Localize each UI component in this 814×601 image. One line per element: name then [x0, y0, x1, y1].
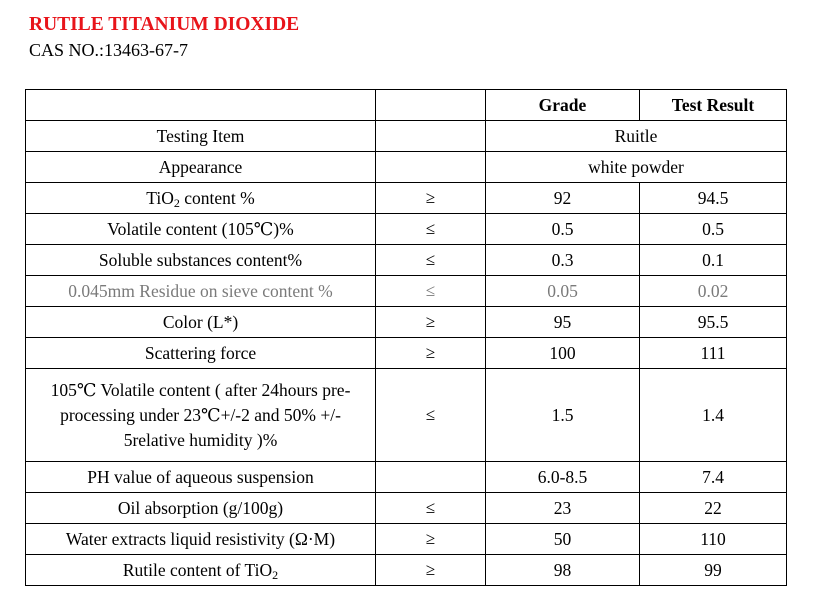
item-cell: Oil absorption (g/100g) — [26, 493, 376, 524]
symbol-cell: ≥ — [376, 338, 486, 369]
table-row — [26, 338, 787, 369]
item-cell — [26, 183, 376, 214]
header-cell-symbol — [376, 90, 486, 121]
merged-value-cell: white powder — [486, 152, 787, 183]
symbol-cell: ≥ — [376, 555, 486, 586]
grade-cell: 6.0-8.5 — [486, 462, 640, 493]
result-cell: 0.02 — [640, 276, 787, 307]
result-cell: 99 — [640, 555, 787, 586]
grade-cell: 92 — [486, 183, 640, 214]
item-suffix: content % — [179, 188, 255, 208]
symbol-cell: ≤ — [376, 276, 486, 307]
grade-cell: 50 — [486, 524, 640, 555]
result-cell: 7.4 — [640, 462, 787, 493]
table-row — [26, 369, 787, 462]
subscript: 2 — [173, 196, 180, 210]
table-header-row — [26, 90, 787, 121]
symbol-cell: ≥ — [376, 524, 486, 555]
header-cell-test-result: Test Result — [640, 90, 787, 121]
subscript: 2 — [272, 568, 279, 582]
table-row — [26, 214, 787, 245]
table-row — [26, 555, 787, 586]
table-row — [26, 493, 787, 524]
item-cell: Scattering force — [26, 338, 376, 369]
item-cell: 0.045mm Residue on sieve content % — [26, 276, 376, 307]
result-cell: 1.4 — [640, 369, 787, 462]
merged-value-cell: Ruitle — [486, 121, 787, 152]
result-cell: 0.1 — [640, 245, 787, 276]
table-row — [26, 462, 787, 493]
header-cell-item — [26, 90, 376, 121]
header-cell-grade: Grade — [486, 90, 640, 121]
symbol-cell: ≤ — [376, 369, 486, 462]
symbol-cell: ≤ — [376, 214, 486, 245]
item-cell — [26, 555, 376, 586]
grade-cell: 0.05 — [486, 276, 640, 307]
item-cell: 105℃ Volatile content ( after 24hours pre-processing under 23℃+/-2 and 50% +/- 5relative humidity )% — [26, 369, 376, 462]
symbol-cell: ≤ — [376, 245, 486, 276]
grade-cell: 0.3 — [486, 245, 640, 276]
item-cell: PH value of aqueous suspension — [26, 462, 376, 493]
result-cell: 94.5 — [640, 183, 787, 214]
grade-cell: 1.5 — [486, 369, 640, 462]
symbol-cell — [376, 121, 486, 152]
symbol-cell: ≤ — [376, 493, 486, 524]
table-row — [26, 245, 787, 276]
item-text: TiO — [146, 188, 174, 208]
table-row — [26, 307, 787, 338]
result-cell: 111 — [640, 338, 787, 369]
item-cell: Soluble substances content% — [26, 245, 376, 276]
item-cell: Appearance — [26, 152, 376, 183]
result-cell: 22 — [640, 493, 787, 524]
grade-cell: 98 — [486, 555, 640, 586]
symbol-cell: ≥ — [376, 183, 486, 214]
result-cell: 95.5 — [640, 307, 787, 338]
table-row-appearance — [26, 152, 787, 183]
table-row-testing-item — [26, 121, 787, 152]
grade-cell: 0.5 — [486, 214, 640, 245]
item-cell: Testing Item — [26, 121, 376, 152]
grade-cell: 95 — [486, 307, 640, 338]
result-cell: 110 — [640, 524, 787, 555]
symbol-cell — [376, 152, 486, 183]
cas-number: CAS NO.:13463-67-7 — [29, 40, 189, 60]
symbol-cell — [376, 462, 486, 493]
grade-cell: 23 — [486, 493, 640, 524]
grade-cell: 100 — [486, 338, 640, 369]
page-title: RUTILE TITANIUM DIOXIDE — [29, 14, 300, 35]
table-row — [26, 183, 787, 214]
item-cell: Color (L*) — [26, 307, 376, 338]
result-cell: 0.5 — [640, 214, 787, 245]
table-row — [26, 276, 787, 307]
item-cell: Water extracts liquid resistivity (Ω·M) — [26, 524, 376, 555]
item-text: Rutile content of TiO — [122, 560, 273, 580]
table-row — [26, 524, 787, 555]
symbol-cell: ≥ — [376, 307, 486, 338]
item-cell: Volatile content (105℃)% — [26, 214, 376, 245]
specification-table — [25, 89, 787, 586]
